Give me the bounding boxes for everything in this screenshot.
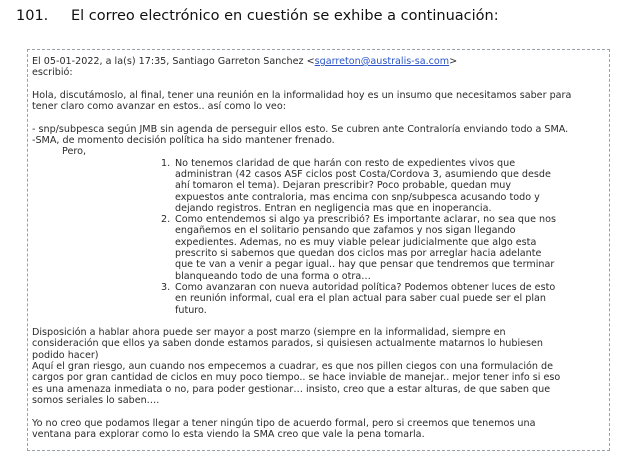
section-heading xyxy=(16,6,616,26)
list-item-number: 1. xyxy=(161,157,171,169)
email-paragraph-riesgo: Aquí el gran riesgo, aun cuando nos empecemos a cuadrar, es que nos pillen ciegos con una formulación de cargos por gran cantidad de ciclos en muy poco tiempo.. se hace inviable de manejar.. mejor tener info si eso es una amenaza inmediata o no, para poder gestionar… insisto, creo que a estar alturas, de que saben que somos seriales lo saben…. xyxy=(32,361,561,406)
email-header-wrote: escribió: xyxy=(32,67,73,79)
list-item-text: Como entendemos si algo ya prescribió? Es importante aclarar, no sea que nos engañemos en el solitario pensando que zafamos y nos sigan llegando expedientes. Ademas, no es muy viable pelear judicialmente que algo esta prescrito si sabemos que quedan dos ciclos mas por arreglar hacia adelante que te van a venir a pegar igual.. hay que pensar que tendremos que terminar blanqueando todo de una forma o otra… xyxy=(175,214,556,282)
email-paragraph-disposicion: Disposición a hablar ahora puede ser mayor a post marzo (siempre en la informalidad, siempre en consideración que ellos ya saben donde estamos parados, si quisiesen actualmente matarnos lo hubiesen podido hacer) xyxy=(32,327,544,361)
email-header xyxy=(32,56,572,67)
list-item-text: No tenemos claridad de que harán con resto de expedientes vivos que administran (42 casos ASF ciclos post Costa/Cordova 3, asumiendo que desde ahí tomaron el tema). Dejaran prescribir? Poco probable, quedan muy expuestos ante contraloria, mas encima con snp/subpesca acusando todo y dejando registros. Entran en negligencia mas que en inoperancia. xyxy=(175,157,551,214)
list-item-text: Como avanzaran con nueva autoridad política? Podemos obtener luces de esto en reunión informal, cual era el plan actual para saber cual puede ser el plan futuro. xyxy=(175,281,556,316)
email-paragraph-intro: Hola, discutámoslo, al final, tener una reunión en la informalidad hoy es un insumo que necesitamos saber para tener claro como avanzar en estos.. así como lo veo: xyxy=(32,89,572,113)
email-header-suffix: > xyxy=(449,56,458,67)
list-item xyxy=(161,214,556,282)
email-paragraph-acuerdo: Yo no creo que podamos llegar a tener ningún tipo de acuerdo formal, pero si creemos que tenemos una ventana para explorar como lo esta viendo la SMA creo que vale la pena tomarla. xyxy=(32,417,536,440)
email-pero: Pero, xyxy=(62,146,86,158)
sender-email-link[interactable]: sgarreton@australis-sa.com xyxy=(314,56,450,67)
list-item xyxy=(161,158,556,214)
email-body xyxy=(32,56,572,440)
email-header-prefix: El 05-01-2022, a la(s) 17:35, Santiago Garreton Sanchez < xyxy=(32,56,315,67)
email-bullet-sma: -SMA, de momento decisión política ha sido mantener frenado. xyxy=(32,135,335,147)
heading-text: El correo electrónico en cuestión se exhibe a continuación: xyxy=(71,8,499,24)
list-item xyxy=(161,282,556,316)
list-item-number: 3. xyxy=(161,281,171,293)
paragraph-number: 101. xyxy=(16,8,49,24)
numbered-list xyxy=(32,158,556,316)
email-bullet-snp: - snp/subpesca según JMB sin agenda de perseguir ellos esto. Se cubren ante Contraloría enviando todo a SMA. xyxy=(32,123,569,135)
list-item-number: 2. xyxy=(161,214,171,226)
